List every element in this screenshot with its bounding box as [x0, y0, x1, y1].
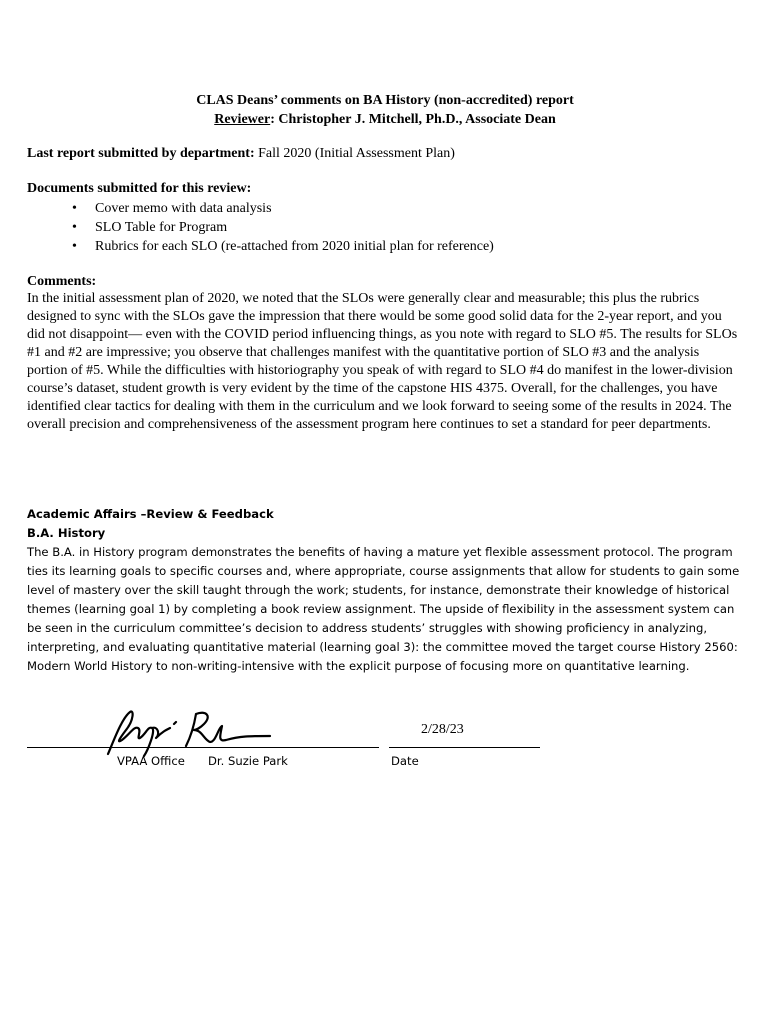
signer-name-caption: Dr. Suzie Park — [208, 754, 288, 768]
signature-date: 2/28/23 — [421, 722, 464, 737]
last-report-label: Last report submitted by department: — [27, 146, 255, 161]
academic-affairs-subheading: B.A. History — [27, 526, 106, 540]
report-header — [0, 91, 770, 129]
academic-affairs-body: The B.A. in History program demonstrates the benefits of having a mature yet flexible assessment protocol. The program ties its learning goals to specific courses and, where appropriate, course assignments that allow for students to gain some level of mastery over the skill taught through the work; students, for instance, demonstrate their knowledge of historical themes (learning goal 1) by completing a book review assignment. The upside of flexibility in the assessment system can be seen in the curriculum committee’s decision to address students’ struggles with showing proficiency in analyzing, interpreting, and evaluating quantitative material (learning goal 3): the committee moved the target course History 2560: Modern World History to non-writing-intensive with the explicit purpose of focusing more on quantitative learning. — [27, 545, 740, 673]
comments-heading: Comments: — [27, 274, 97, 289]
reviewer-line — [0, 110, 770, 129]
comments-body: In the initial assessment plan of 2020, we noted that the SLOs were generally clear and measurable; this plus the rubrics designed to sync with the SLOs gave the impression that there would be some good solid data for the 2-year report, and you did not disappoint— even with the COVID period influencing things, as you note with regard to SLO #5. The results for SLOs #1 and #2 are impressive; you observe that challenges manifest with the quantitative portion of SLO #3 and the analysis portion of #5. While the difficulties with historiography you speak of with regard to SLO #4 do manifest in the lower-division course’s dataset, student growth is very evident by the time of the capstone HIS 4375. Overall, for the challenges, you have identified clear tactics for dealing with them in the curriculum and we look forward to seeing some of the results in 2024. The overall precision and comprehensiveness of the assessment program here continues to set a standard for peer departments. — [27, 291, 738, 432]
reviewer-value: : Christopher J. Mitchell, Ph.D., Associate Dean — [270, 112, 556, 127]
office-caption: VPAA Office — [117, 754, 185, 768]
report-title: CLAS Deans’ comments on BA History (non-accredited) report — [196, 93, 574, 108]
date-caption: Date — [391, 754, 419, 768]
documents-heading: Documents submitted for this review: — [27, 181, 252, 196]
signature-image — [100, 706, 280, 758]
last-report-line — [27, 146, 455, 162]
list-item: • Cover memo with data analysis — [27, 199, 494, 218]
last-report-value: Fall 2020 (Initial Assessment Plan) — [254, 146, 455, 161]
list-item: • Rubrics for each SLO (re-attached from 2020 initial plan for reference) — [27, 237, 494, 256]
signature-line — [27, 747, 379, 748]
date-line — [389, 747, 540, 748]
academic-affairs-heading: Academic Affairs –Review & Feedback — [27, 507, 274, 521]
documents-list — [27, 199, 494, 256]
reviewer-label: Reviewer — [214, 112, 271, 127]
list-item: • SLO Table for Program — [27, 218, 494, 237]
